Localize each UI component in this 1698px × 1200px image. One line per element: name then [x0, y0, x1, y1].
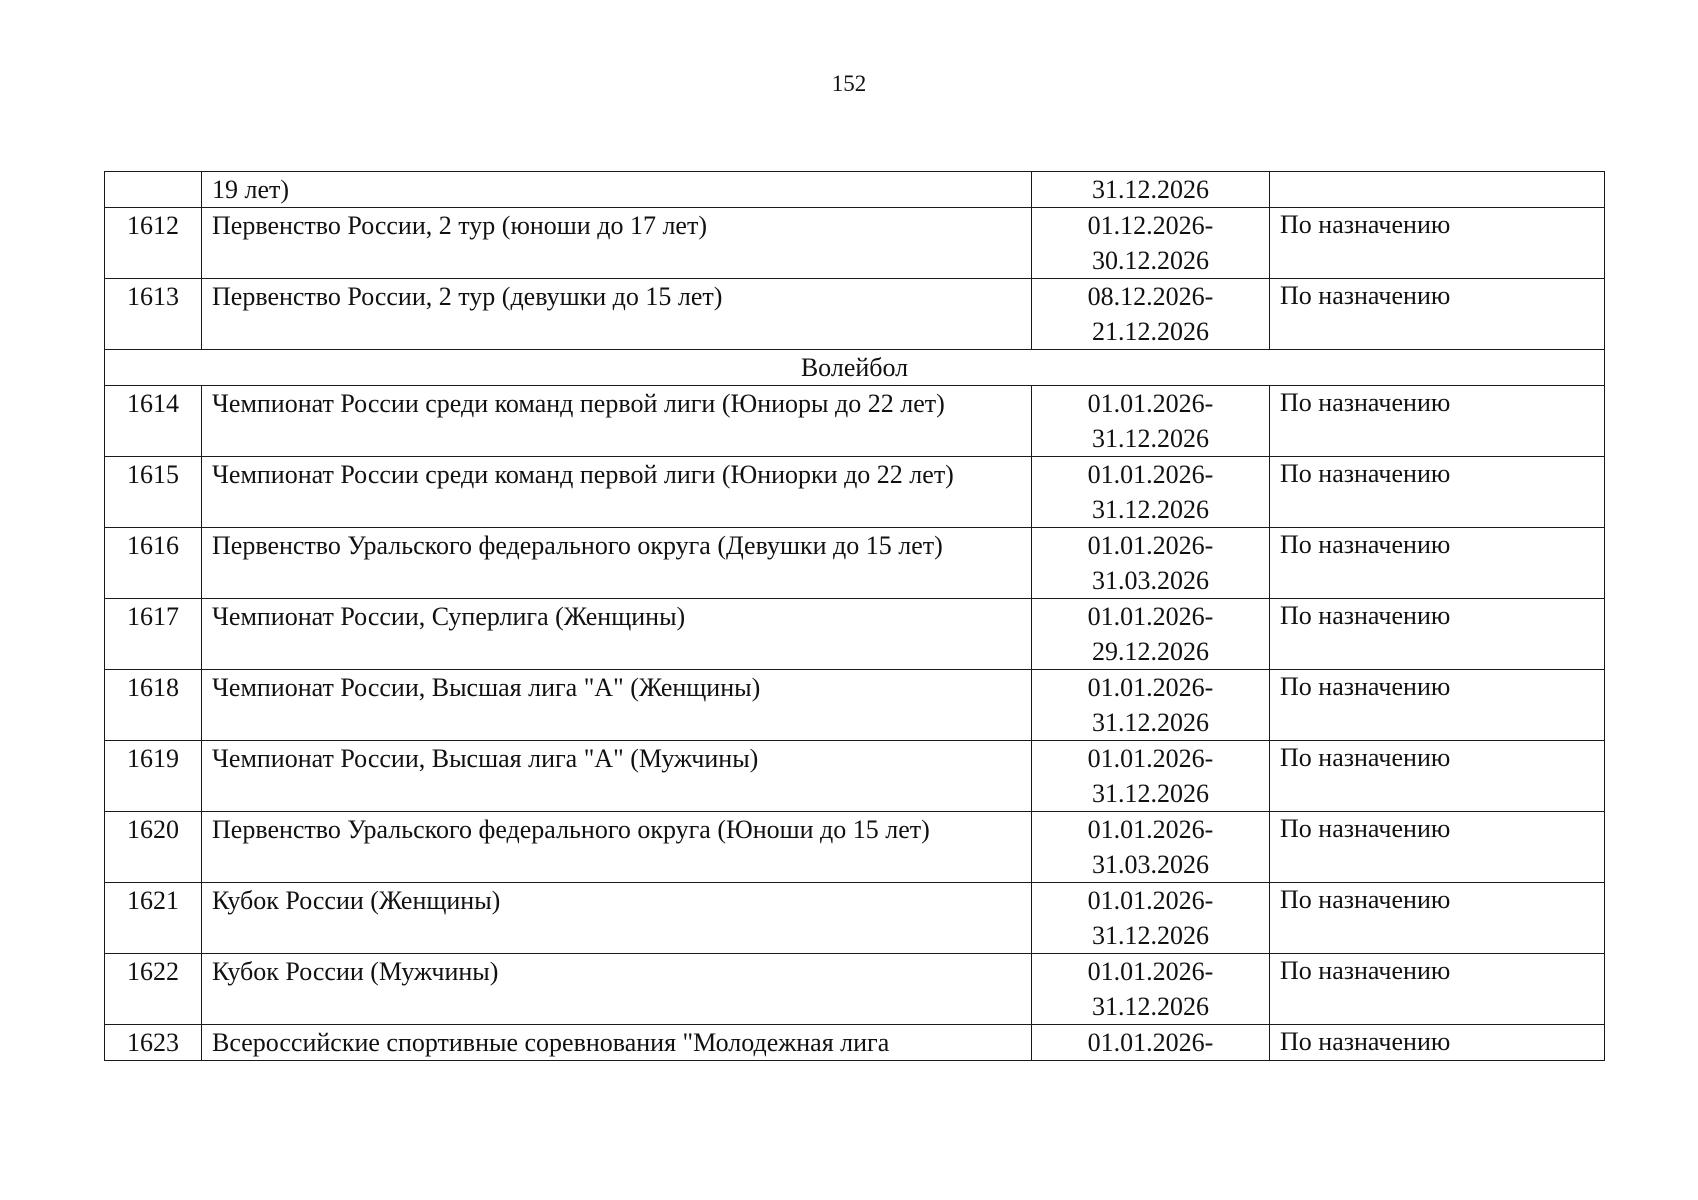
event-place: По назначению: [1270, 457, 1605, 528]
event-dates: [1032, 279, 1270, 350]
table-row: [105, 670, 1605, 741]
event-dates: [1032, 172, 1270, 208]
date-to: 29.12.2026: [1092, 637, 1209, 666]
event-place: По назначению: [1270, 812, 1605, 883]
row-number: 1616: [105, 528, 202, 599]
event-name: Чемпионат России, Высшая лига "А" (Мужчины): [202, 741, 1032, 812]
page-number: 152: [831, 71, 867, 96]
event-name: 19 лет): [202, 172, 1032, 208]
row-number: 1620: [105, 812, 202, 883]
row-number: [105, 172, 202, 208]
event-place: По назначению: [1270, 599, 1605, 670]
row-number: 1614: [105, 386, 202, 457]
event-place: По назначению: [1270, 208, 1605, 279]
event-name: Чемпионат России среди команд первой лиги (Юниорки до 22 лет): [202, 457, 1032, 528]
date-to: 21.12.2026: [1092, 317, 1209, 346]
date-to: 31.12.2026: [1092, 175, 1209, 204]
event-dates: [1032, 954, 1270, 1025]
date-to: 31.12.2026: [1092, 779, 1209, 808]
row-number: 1619: [105, 741, 202, 812]
date-from: 01.01.2026-: [1087, 460, 1214, 489]
date-from: 01.01.2026-: [1087, 602, 1214, 631]
date-to: 31.12.2026: [1092, 921, 1209, 950]
table-row: [105, 279, 1605, 350]
event-place: По назначению: [1270, 1025, 1605, 1061]
date-from: 01.01.2026-: [1087, 531, 1214, 560]
row-number: 1615: [105, 457, 202, 528]
event-place: По назначению: [1270, 386, 1605, 457]
event-dates: [1032, 528, 1270, 599]
event-name: Кубок России (Мужчины): [202, 954, 1032, 1025]
event-name: Чемпионат России, Высшая лига "А" (Женщины): [202, 670, 1032, 741]
event-dates: [1032, 812, 1270, 883]
date-from: 01.12.2026-: [1087, 211, 1214, 240]
date-from: 01.01.2026-: [1087, 815, 1214, 844]
date-to: 31.12.2026: [1092, 424, 1209, 453]
event-name: Кубок России (Женщины): [202, 883, 1032, 954]
date-from: 01.01.2026-: [1087, 744, 1214, 773]
event-place: По назначению: [1270, 279, 1605, 350]
table-row: [105, 883, 1605, 954]
table-row: [105, 812, 1605, 883]
date-from: 01.01.2026-: [1087, 1028, 1214, 1057]
event-name: Первенство России, 2 тур (юноши до 17 лет): [202, 208, 1032, 279]
date-from: 01.01.2026-: [1087, 389, 1214, 418]
events-table: [104, 171, 1605, 1061]
table-row: [105, 528, 1605, 599]
row-number: 1621: [105, 883, 202, 954]
event-name: Всероссийские спортивные соревнования "Молодежная лига: [202, 1025, 1032, 1061]
event-dates: [1032, 386, 1270, 457]
table-row: [105, 457, 1605, 528]
event-place: По назначению: [1270, 670, 1605, 741]
event-name: Чемпионат России, Суперлига (Женщины): [202, 599, 1032, 670]
section-row: [105, 350, 1605, 386]
table-row: [105, 954, 1605, 1025]
section-title: Волейбол: [105, 350, 1605, 386]
row-number: 1623: [105, 1025, 202, 1061]
date-to: 30.12.2026: [1092, 246, 1209, 275]
event-dates: [1032, 741, 1270, 812]
table-row: [105, 208, 1605, 279]
event-place: По назначению: [1270, 883, 1605, 954]
date-from: 01.01.2026-: [1087, 957, 1214, 986]
date-to: 31.03.2026: [1092, 850, 1209, 879]
event-name: Чемпионат России среди команд первой лиги (Юниоры до 22 лет): [202, 386, 1032, 457]
event-dates: [1032, 457, 1270, 528]
date-from: 01.01.2026-: [1087, 673, 1214, 702]
event-dates: [1032, 883, 1270, 954]
date-from: 01.01.2026-: [1087, 886, 1214, 915]
event-name: Первенство Уральского федерального округа (Юноши до 15 лет): [202, 812, 1032, 883]
date-to: 31.03.2026: [1092, 566, 1209, 595]
event-place: По назначению: [1270, 528, 1605, 599]
row-number: 1612: [105, 208, 202, 279]
row-number: 1617: [105, 599, 202, 670]
row-number: 1622: [105, 954, 202, 1025]
date-to: 31.12.2026: [1092, 992, 1209, 1021]
table-row: [105, 741, 1605, 812]
event-dates: [1032, 1025, 1270, 1061]
event-dates: [1032, 208, 1270, 279]
date-to: 31.12.2026: [1092, 708, 1209, 737]
date-from: 08.12.2026-: [1087, 282, 1214, 311]
event-name: Первенство России, 2 тур (девушки до 15 лет): [202, 279, 1032, 350]
table-row: [105, 386, 1605, 457]
row-number: 1613: [105, 279, 202, 350]
table-row: [105, 599, 1605, 670]
table-row: [105, 172, 1605, 208]
row-number: 1618: [105, 670, 202, 741]
event-place: [1270, 172, 1605, 208]
event-place: По назначению: [1270, 741, 1605, 812]
event-name: Первенство Уральского федерального округа (Девушки до 15 лет): [202, 528, 1032, 599]
date-to: 31.12.2026: [1092, 495, 1209, 524]
event-place: По назначению: [1270, 954, 1605, 1025]
event-dates: [1032, 599, 1270, 670]
event-dates: [1032, 670, 1270, 741]
table-row: [105, 1025, 1605, 1061]
